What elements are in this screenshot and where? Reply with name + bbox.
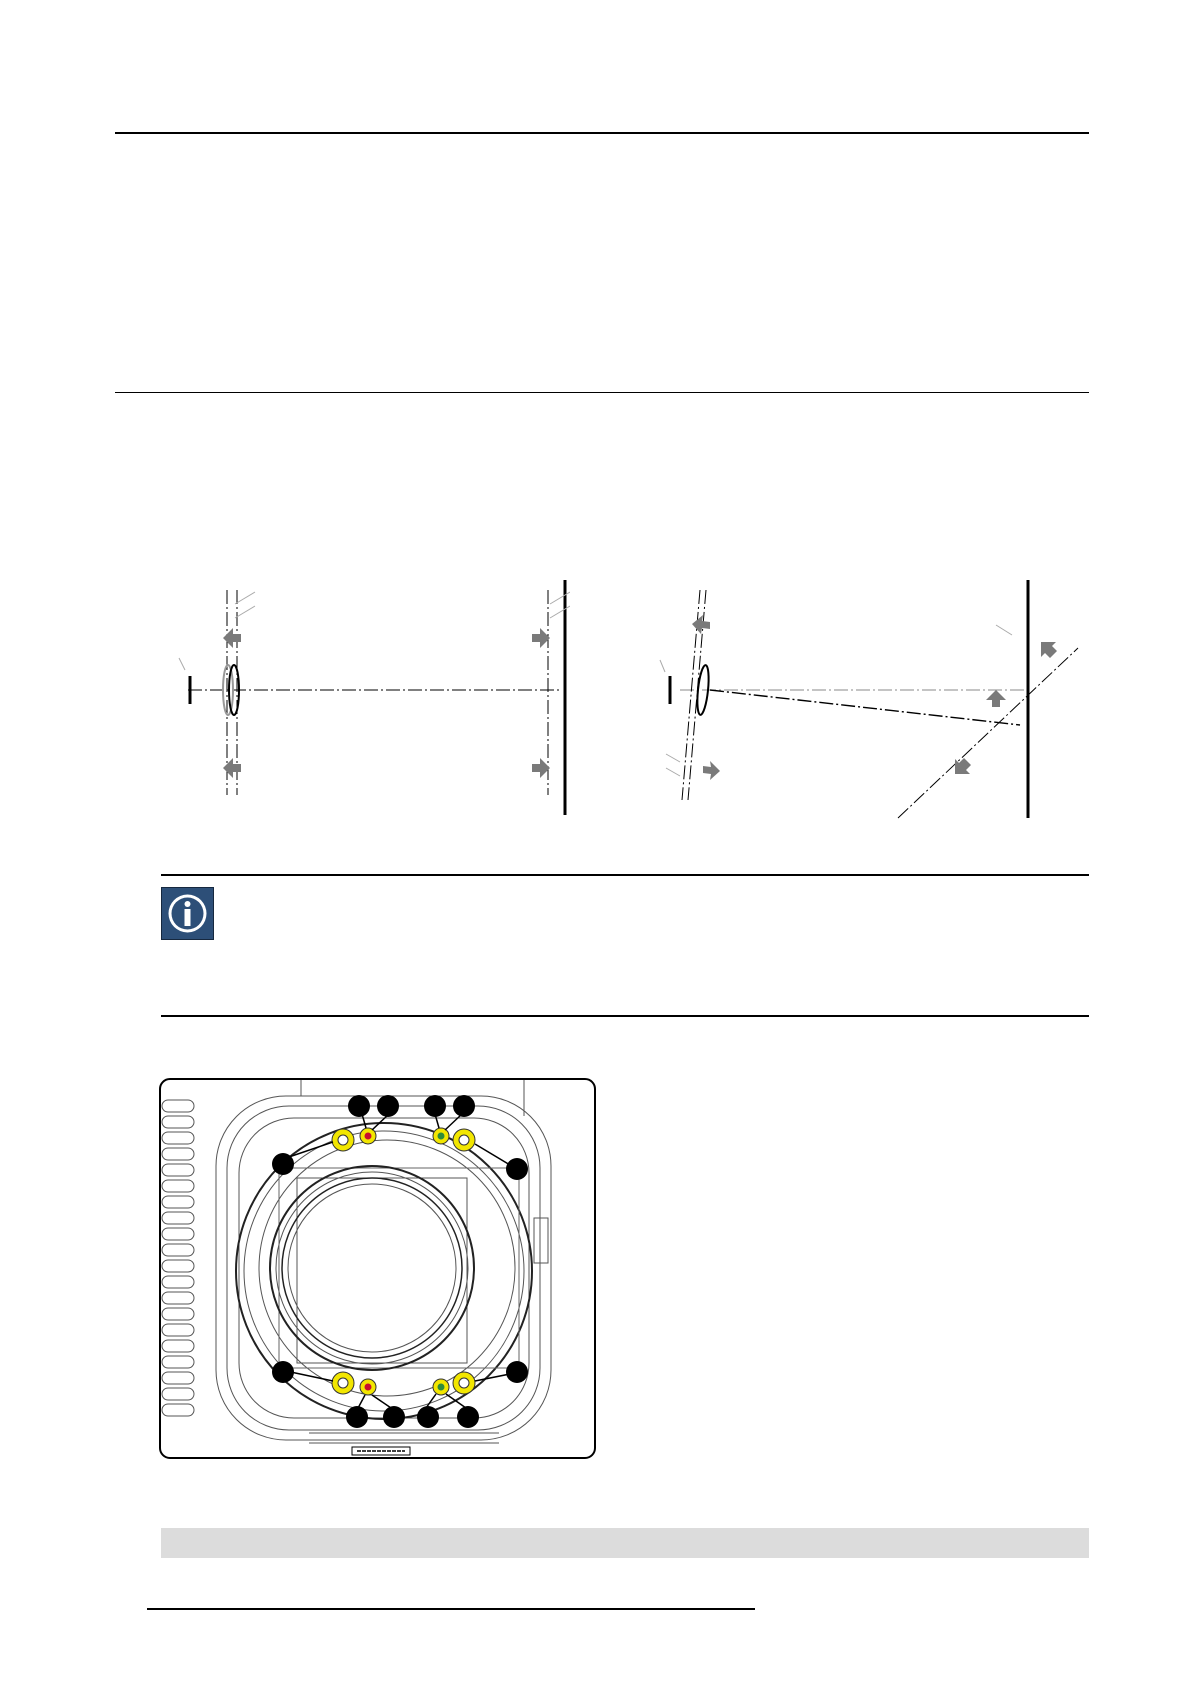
info-icon [161, 887, 214, 940]
note-bottom-rule [161, 1015, 1089, 1017]
footer-rule [147, 1608, 755, 1610]
section-divider [115, 392, 1089, 393]
gray-caption-bar [161, 1528, 1089, 1558]
note-top-rule [161, 874, 1089, 876]
tilted-focus-diagram [640, 570, 1080, 820]
lens-holder-illustration [159, 1078, 596, 1459]
parallel-focus-diagram [165, 570, 570, 820]
header-rule [115, 132, 1089, 134]
